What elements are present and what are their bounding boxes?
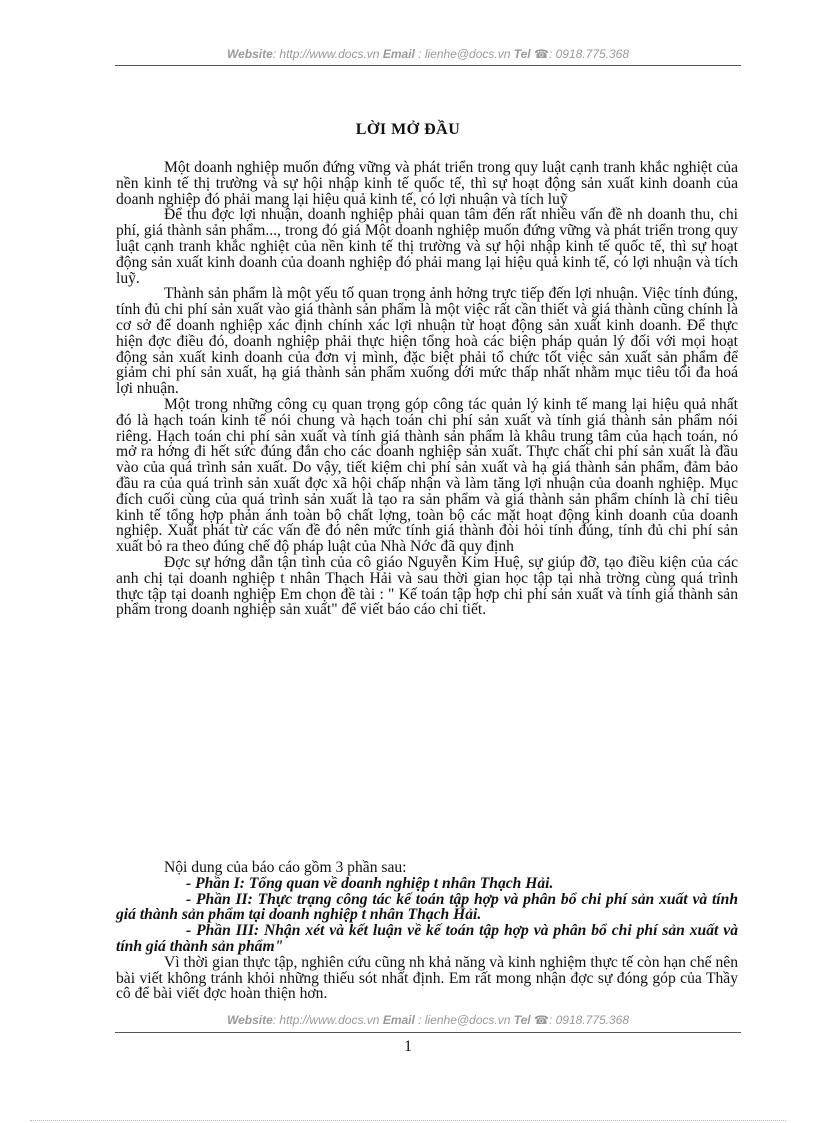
page-bottom-border [30,1120,786,1121]
header-divider [115,65,741,66]
paragraph: Một trong những công cụ quan trọng góp công tác quản lý kinh tế mang lại hiệu quả nhất đó là hạch toán kinh tế nói chung và hạch toán chi phí sản xuất và tính giá thành sản phẩm nói riêng. Hạch toán chi phí sản xuất và tính giá thành sản phẩm là khâu trung tâm của hạch toán, nó mở ra hớng đi hết sức đúng đắn cho các doanh nghiệp sản xuất. Thực chất chi phí sản xuất là đầu vào của quá trình sản xuất. Do vậy, tiết kiệm chi phí sản xuất và hạ giá thành sản phẩm, đảm bảo đầu ra của quá trình sản xuất đợc xã hội chấp nhận và làm tăng lợi nhuận của doanh nghiệp. Mục đích cuối cùng của quá trình sản xuất là tạo ra sản phẩm và giá thành sản phẩm chính là chỉ tiêu kinh tế tổng hợp phản ánh toàn bộ chất lợng, toàn bộ các mặt hoạt động kinh doanh của doanh nghiệp. Xuất phát từ các vấn đề đó nên mức tính giá thành đòi hỏi tính đúng, tính đủ chi phí sản xuất bỏ ra theo đúng chế độ pháp luật của Nhà Nớc đã quy định [116,395,738,556]
header-website-label: Website [226,47,273,61]
header-email-label: Email [382,47,415,61]
contents-part-3: - Phần III: Nhận xét và kết luận về kế toán tập hợp và phân bổ chi phí sản xuất và tính giá thành sản phẩm" [116,922,738,955]
footer-website-label: Website [226,1013,273,1027]
paragraph: Để thu đợc lợi nhuận, doanh nghiệp phải quan tâm đến rất nhiều vấn đề nh doanh thu, chi phí, giá thành sản phẩm..., trong đó giá Một doanh nghiệp muốn đứng vững và phát triển trong quy luật cạnh tranh khắc nghiệt của nền kinh tế thị trường và sự hội nhập kinh tế quốc tế, thì sự hoạt động sản xuất kinh doanh của doanh nghiệp đó phải mang lại hiệu quả kinh tế, có lợi nhuận và tích luỹ. [116,206,738,287]
paragraph: Thành sản phẩm là một yếu tố quan trọng ảnh hởng trực tiếp đến lợi nhuận. Việc tính đúng, tính đủ chi phí sản xuất vào giá thành sản phẩm là một việc rất cần thiết và giá thành cũng chính là cơ sở để doanh nghiệp xác định chính xác lợi nhuận từ hoạt động sản xuất kinh doanh. Để thực hiện đợc điều đó, doanh nghiệp phải thực hiện tổng hoà các biện pháp quản lý đối với mọi hoạt động sản xuất kinh doanh của đơn vị mình, đặc biệt phải tổ chức tốt việc sản xuất sản phẩm để giảm chi phí sản xuất, hạ giá thành sản phẩm xuống dới mức thấp nhất nhằm mục tiêu tối đa hoá lợi nhuận. [116,285,738,398]
header-email-value: : lienhe@docs.vn [418,47,511,61]
document-title: LỜI MỞ ĐẦU [355,121,461,138]
paragraph: Đợc sự hớng dẫn tận tình của cô giáo Nguyễn Kim Huệ, sự giúp đỡ, tạo điều kiện của các anh chị tại doanh nghiệp t nhân Thạch Hải và sau thời gian học tập tại nhà trờng cùng quá trình thực tập tại doanh nghiệp Em chọn đề tài : " Kế toán tập hợp chi phí sản xuất và tính giá thành sản phẩm trong doanh nghiệp sản xuất" để viết báo cáo chi tiết. [116,553,738,619]
contents-part-2: - Phần II: Thực trạng công tác kế toán tập hợp và phân bổ chi phí sản xuất và tính giá thành sản phẩm tại doanh nghiệp t nhân Thạch Hải. [116,890,738,924]
page-footer [115,1013,741,1027]
contents-closing: Vì thời gian thực tập, nghiên cứu cũng nh khả năng và kinh nghiệm thực tế còn hạn chế nên bài viết không tránh khỏi những thiếu sót nhất định. Em rất mong nhận đợc sự đóng góp của Thầy cô để bài viết đợc hoàn thiện hơn. [116,953,738,1003]
page-number: 1 [404,1038,412,1055]
footer-website-value: : http://www.docs.vn [272,1013,380,1027]
footer-tel-value: ☎: 0918.775.368 [534,1013,630,1027]
header-website-value: : http://www.docs.vn [272,47,380,61]
footer-divider [115,1032,741,1033]
report-contents [116,860,738,1002]
header-tel-label: Tel [513,47,531,61]
header-tel-value: ☎: 0918.775.368 [534,47,630,61]
page-header [115,47,741,61]
document-body [116,160,738,618]
footer-email-value: : lienhe@docs.vn [418,1013,511,1027]
contents-part-1: - Phần I: Tổng quan về doanh nghiệp t nhân Thạch Hải. [186,874,554,892]
footer-tel-label: Tel [513,1013,531,1027]
paragraph: Một doanh nghiệp muốn đứng vững và phát triển trong quy luật cạnh tranh khắc nghiệt của nền kinh tế thị trường và sự hội nhập kinh tế quốc tế, thì sự hoạt động sản xuất kinh doanh của doanh nghiệp đó phải mang lại hiệu quả kinh tế, có lợi nhuận và tích luỹ [116,159,738,208]
footer-email-label: Email [382,1013,415,1027]
contents-intro: Nội dung của báo cáo gồm 3 phần sau: [164,859,407,876]
